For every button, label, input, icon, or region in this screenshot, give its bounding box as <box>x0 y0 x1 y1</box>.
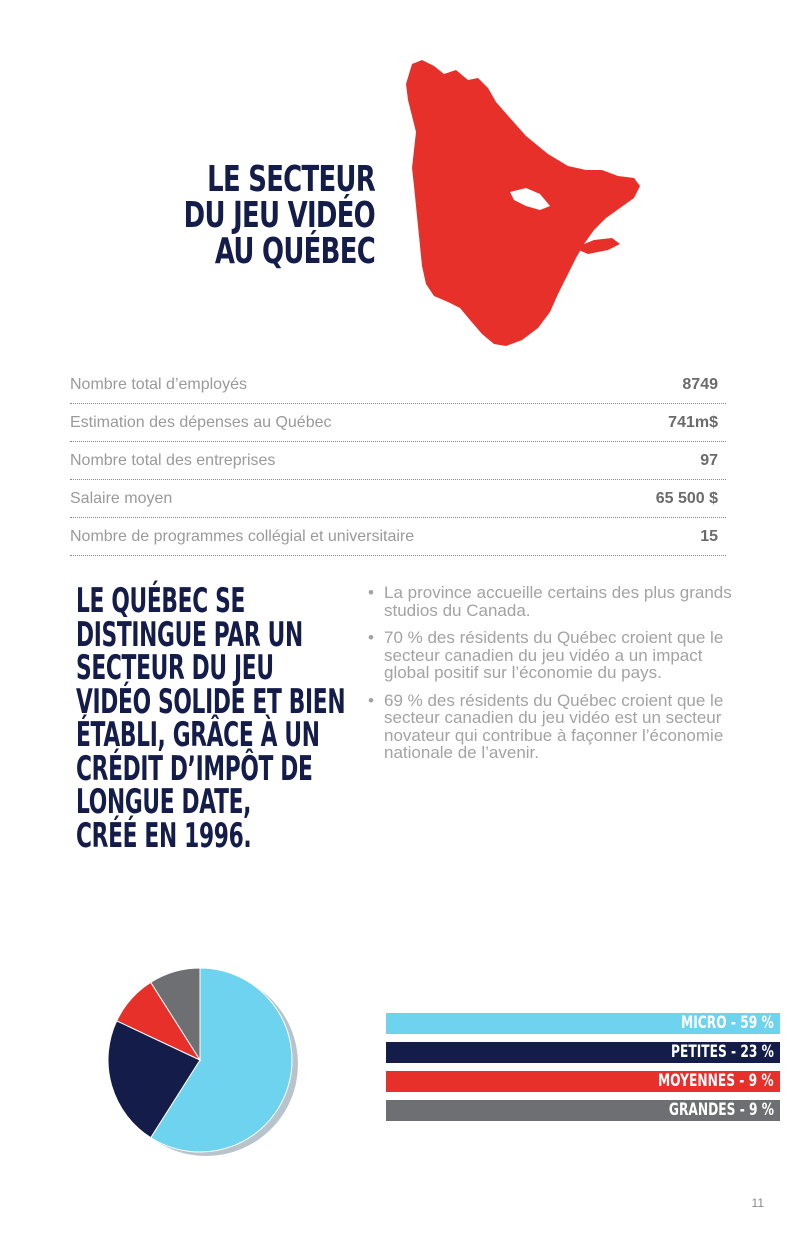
headline-line: VIDÉO SOLIDE ET BIEN <box>76 681 346 722</box>
title-line-2: DU JEU VIDÉO <box>183 195 375 236</box>
headline-line: CRÉDIT D’IMPÔT DE <box>76 748 313 789</box>
stat-label: Salaire moyen <box>70 489 173 507</box>
legend-label: PETITES - 23 % <box>671 1042 774 1062</box>
bullet-item: • La province accueille certains des plus grands studios du Canada. <box>368 584 738 619</box>
page-title <box>137 159 375 272</box>
stat-label: Nombre de programmes collégial et universitaire <box>70 527 415 545</box>
stat-row <box>70 518 726 556</box>
stat-value: 65 500 $ <box>655 489 718 507</box>
stat-value: 15 <box>700 527 718 545</box>
stat-value: 741m$ <box>668 413 718 431</box>
bullet-item: • 69 % des résidents du Québec croient que le secteur canadien du jeu vidéo est un secteur novateur qui contribue à façonner l’économie nationale de l’avenir. <box>368 692 738 762</box>
title-line-1: LE SECTEUR <box>207 159 375 200</box>
bullet-item: • 70 % des résidents du Québec croient que le secteur canadien du jeu vidéo a un impact global positif sur l’économie du pays. <box>368 629 738 682</box>
headline-line: SECTEUR DU JEU <box>76 648 274 688</box>
stat-row <box>70 480 726 518</box>
stat-label: Nombre total d’employés <box>70 375 247 393</box>
stat-row <box>70 366 726 404</box>
stats-table <box>70 366 726 556</box>
legend-bar-grandes <box>386 1100 780 1121</box>
stat-label: Estimation des dépenses au Québec <box>70 413 332 431</box>
headline-line: ÉTABLI, GRÂCE À UN <box>76 715 320 755</box>
pie-chart <box>90 968 310 1158</box>
legend-label: GRANDES - 9 % <box>668 1100 774 1120</box>
headline <box>76 581 346 856</box>
stat-row <box>70 404 726 442</box>
stat-label: Nombre total des entreprises <box>70 451 276 469</box>
headline-line: CRÉÉ EN 1996. <box>76 815 252 856</box>
stat-value: 8749 <box>682 375 718 393</box>
headline-line: LE QUÉBEC SE <box>76 581 246 621</box>
legend-label: MICRO - 59 % <box>681 1013 774 1033</box>
headline-line: LONGUE DATE, <box>76 782 252 822</box>
legend-bar-petites <box>386 1042 780 1063</box>
legend-label: MOYENNES - 9 % <box>658 1071 774 1091</box>
headline-line: DISTINGUE PAR UN <box>76 614 303 655</box>
stat-value: 97 <box>700 451 718 469</box>
title-line-3: AU QUÉBEC <box>214 231 375 272</box>
company-size-chart <box>90 968 774 1158</box>
stat-row <box>70 442 726 480</box>
legend-bar-micro <box>386 1013 780 1034</box>
page-number: 11 <box>751 1196 764 1210</box>
legend-bar-moyennes <box>386 1071 780 1092</box>
bullet-list <box>368 584 738 772</box>
quebec-map-icon <box>398 58 642 348</box>
